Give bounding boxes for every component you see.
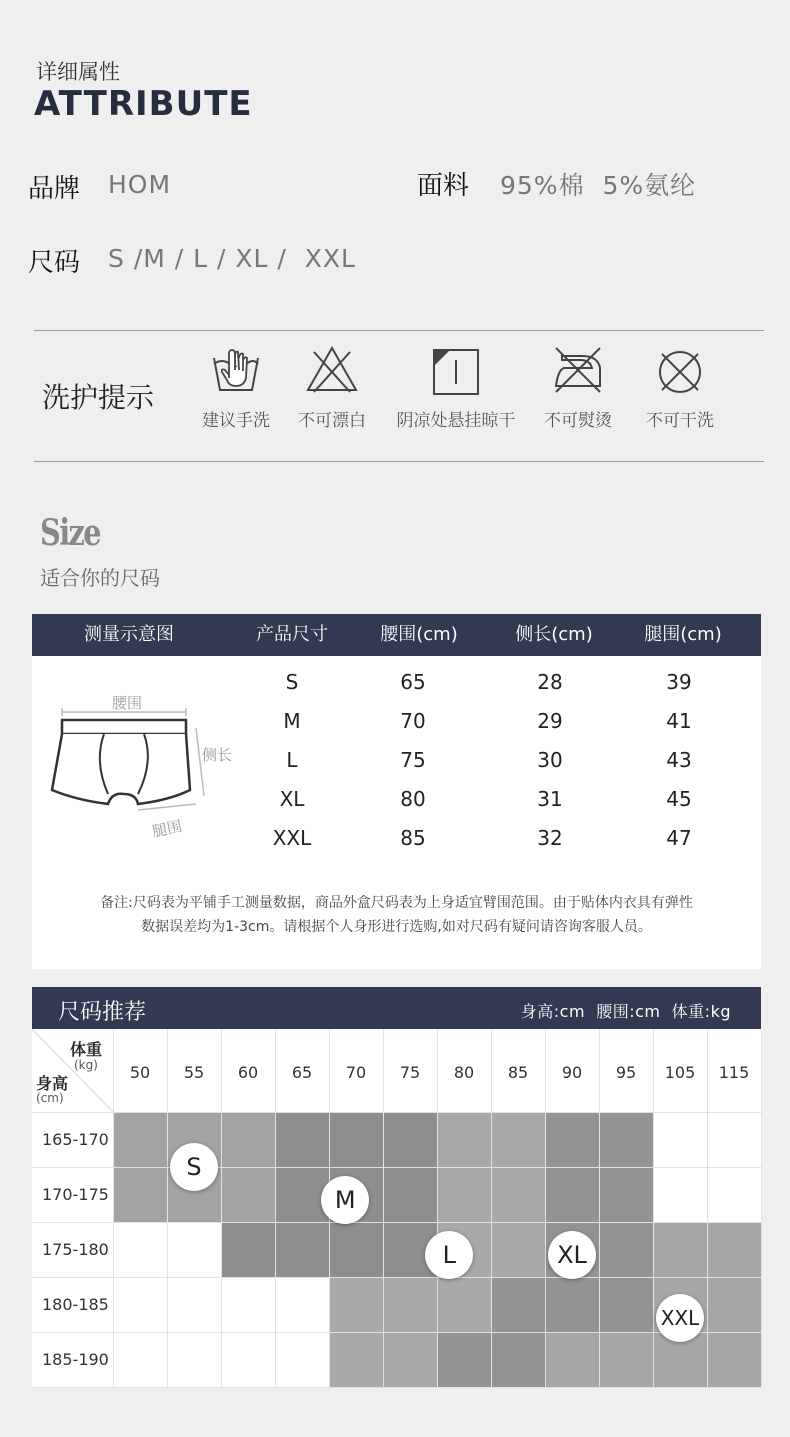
- care-label-hand-wash: 建议手洗: [202, 411, 270, 431]
- grid-cell-xl: [599, 1112, 653, 1167]
- grid-cell-xxl: [599, 1332, 653, 1387]
- grid-cell-m: [275, 1222, 329, 1277]
- grid-cell-m: [329, 1222, 383, 1277]
- grid-cell-xl: [491, 1332, 545, 1387]
- care-label-no-dry-clean: 不可干洗: [646, 411, 714, 431]
- size-row-leg: 41: [666, 709, 692, 733]
- no-dry-clean-icon: [654, 344, 706, 396]
- height-row-label: 165-170: [42, 1130, 109, 1149]
- size-row-size: XXL: [272, 826, 312, 850]
- grid-hline: [32, 1387, 761, 1388]
- grid-vline: [383, 1029, 384, 1387]
- attribute-title-en: ATTRIBUTE: [34, 84, 253, 124]
- grid-hline: [32, 1332, 761, 1333]
- size-row-leg: 47: [666, 826, 692, 850]
- fabric-value: 95%棉 5%氨纶: [500, 171, 697, 200]
- size-table-header: [32, 614, 761, 656]
- weight-col-label: 60: [237, 1063, 259, 1082]
- grid-cell-m: [275, 1112, 329, 1167]
- brand-value: HOM: [108, 170, 172, 199]
- grid-cell-s: [221, 1167, 275, 1222]
- weight-col-label: 90: [561, 1063, 583, 1082]
- weight-col-label: 50: [129, 1063, 151, 1082]
- care-item-no-bleach: [292, 344, 372, 431]
- line-dry-shade-icon: [430, 344, 482, 396]
- grid-cell-xxl: [653, 1222, 707, 1277]
- size-row-side: 28: [537, 670, 563, 694]
- grid-cell-l: [329, 1277, 383, 1332]
- grid-cell-l: [329, 1332, 383, 1387]
- grid-hline: [32, 1167, 761, 1168]
- size-subtitle: 适合你的尺码: [40, 566, 160, 590]
- grid-vline: [599, 1029, 600, 1387]
- size-row-size: M: [283, 709, 301, 733]
- corner-height-label: 身高: [36, 1074, 69, 1093]
- grid-vline: [707, 1029, 708, 1387]
- height-row-label: 180-185: [42, 1295, 109, 1314]
- weight-col-label: 80: [453, 1063, 475, 1082]
- size-row-leg: 45: [666, 787, 692, 811]
- recommend-units: 身高:cm 腰围:cm 体重:kg: [520, 1002, 731, 1021]
- attribute-title-cn: 详细属性: [36, 60, 120, 84]
- grid-cell-xxl: [545, 1332, 599, 1387]
- size-badge-m: M: [321, 1176, 369, 1224]
- grid-vline: [275, 1029, 276, 1387]
- size-recommend-grid: [32, 1029, 761, 1387]
- size-table: [32, 614, 761, 969]
- grid-cell-l: [437, 1167, 491, 1222]
- header-waist: 腰围(cm): [380, 624, 458, 645]
- size-row-waist: 70: [400, 709, 426, 733]
- grid-cell-xl: [599, 1167, 653, 1222]
- weight-col-label: 55: [183, 1063, 205, 1082]
- brand-label: 品牌: [28, 174, 81, 204]
- grid-cell-l: [437, 1112, 491, 1167]
- weight-col-label: 95: [615, 1063, 637, 1082]
- grid-hline: [32, 1222, 761, 1223]
- recommend-title: 尺码推荐: [58, 1000, 147, 1025]
- size-badge-xxl: XXL: [656, 1294, 704, 1342]
- grid-vline: [113, 1029, 114, 1387]
- grid-cell-s: [113, 1112, 167, 1167]
- grid-cell-l: [383, 1332, 437, 1387]
- weight-col-label: 70: [345, 1063, 367, 1082]
- grid-cell-l: [383, 1277, 437, 1332]
- no-bleach-icon: [306, 344, 358, 396]
- grid-cell-xl: [545, 1112, 599, 1167]
- recommend-header: [32, 987, 761, 1029]
- weight-col-label: 115: [718, 1063, 750, 1082]
- size-row-side: 29: [537, 709, 563, 733]
- grid-hline: [32, 1277, 761, 1278]
- size-badge-xl: XL: [548, 1231, 596, 1279]
- divider-top: [34, 330, 764, 331]
- care-label-no-iron: 不可熨烫: [544, 411, 612, 431]
- grid-cell-m: [329, 1112, 383, 1167]
- size-row-size: L: [286, 748, 298, 772]
- size-note-line1: 备注:尺码表为平铺手工测量数据，商品外盒尺码表为上身适宜臂围范围。由于贴体内衣具有弹性: [100, 895, 693, 911]
- grid-vline: [491, 1029, 492, 1387]
- size-row-side: 32: [537, 826, 563, 850]
- size-row-waist: 65: [400, 670, 426, 694]
- size-row-leg: 43: [666, 748, 692, 772]
- corner-weight-unit: (kg): [74, 1058, 98, 1072]
- grid-vline: [167, 1029, 168, 1387]
- grid-cell-l: [437, 1277, 491, 1332]
- grid-vline: [545, 1029, 546, 1387]
- size-row-size: XL: [279, 787, 305, 811]
- care-item-no-dry-clean: [640, 344, 720, 431]
- height-row-label: 185-190: [42, 1350, 109, 1369]
- grid-cell-xl: [545, 1167, 599, 1222]
- grid-vline: [653, 1029, 654, 1387]
- care-item-no-iron: [538, 344, 618, 431]
- height-row-label: 175-180: [42, 1240, 109, 1259]
- grid-cell-m: [383, 1112, 437, 1167]
- grid-cell-l: [491, 1112, 545, 1167]
- grid-cell-xl: [437, 1332, 491, 1387]
- size-row-waist: 80: [400, 787, 426, 811]
- grid-cell-xxl: [707, 1222, 761, 1277]
- corner-height-unit: (cm): [36, 1091, 64, 1105]
- no-iron-icon: [552, 344, 604, 396]
- grid-cell-xl: [599, 1277, 653, 1332]
- fabric-label: 面料: [417, 171, 470, 201]
- header-leg: 腿围(cm): [644, 624, 722, 645]
- grid-cell-xxl: [707, 1277, 761, 1332]
- grid-cell-xl: [545, 1277, 599, 1332]
- care-item-line-dry: [388, 344, 524, 431]
- height-row-label: 170-175: [42, 1185, 109, 1204]
- size-row-waist: 75: [400, 748, 426, 772]
- care-item-hand-wash: [196, 344, 276, 431]
- size-note-line2: 数据误差均为1-3cm。请根据个人身形进行选购,如对尺码有疑问请咨询客服人员。: [141, 919, 652, 935]
- grid-hline: [32, 1112, 761, 1113]
- sizes-label: 尺码: [28, 248, 81, 278]
- size-title-en: Size: [40, 512, 101, 554]
- grid-cell-xxl: [707, 1332, 761, 1387]
- grid-cell-m: [221, 1222, 275, 1277]
- sizes-value: S /M / L / XL / XXL: [108, 244, 356, 273]
- divider-bottom: [34, 461, 764, 462]
- care-label-line-dry: 阴凉处悬挂晾干: [396, 411, 516, 431]
- grid-vline: [437, 1029, 438, 1387]
- care-title: 洗护提示: [42, 381, 155, 414]
- grid-vline: [221, 1029, 222, 1387]
- weight-col-label: 85: [507, 1063, 529, 1082]
- grid-cell-s: [113, 1167, 167, 1222]
- size-badge-s: S: [170, 1143, 218, 1191]
- weight-col-label: 65: [291, 1063, 313, 1082]
- size-row-waist: 85: [400, 826, 426, 850]
- header-side-length: 侧长(cm): [515, 624, 593, 645]
- size-row-side: 30: [537, 748, 563, 772]
- header-size: 产品尺寸: [256, 624, 328, 645]
- hand-wash-icon: [210, 344, 262, 396]
- size-row-leg: 39: [666, 670, 692, 694]
- diagram-side-label: 侧长: [202, 746, 233, 764]
- grid-cell-xl: [599, 1222, 653, 1277]
- size-badge-l: L: [425, 1231, 473, 1279]
- size-row-side: 31: [537, 787, 563, 811]
- grid-vline: [761, 1029, 762, 1387]
- weight-col-label: 105: [664, 1063, 696, 1082]
- diagram-leg-label: 腿围: [150, 817, 184, 841]
- grid-cell-xl: [491, 1277, 545, 1332]
- corner-weight-label: 体重: [70, 1040, 103, 1059]
- diagram-waist-label: 腰围: [112, 694, 143, 712]
- grid-cell-s: [221, 1112, 275, 1167]
- size-row-size: S: [285, 670, 299, 694]
- header-diagram: 测量示意图: [84, 624, 174, 645]
- care-label-no-bleach: 不可漂白: [298, 411, 366, 431]
- grid-cell-l: [491, 1167, 545, 1222]
- grid-cell-l: [491, 1222, 545, 1277]
- grid-cell-m: [383, 1167, 437, 1222]
- weight-col-label: 75: [399, 1063, 421, 1082]
